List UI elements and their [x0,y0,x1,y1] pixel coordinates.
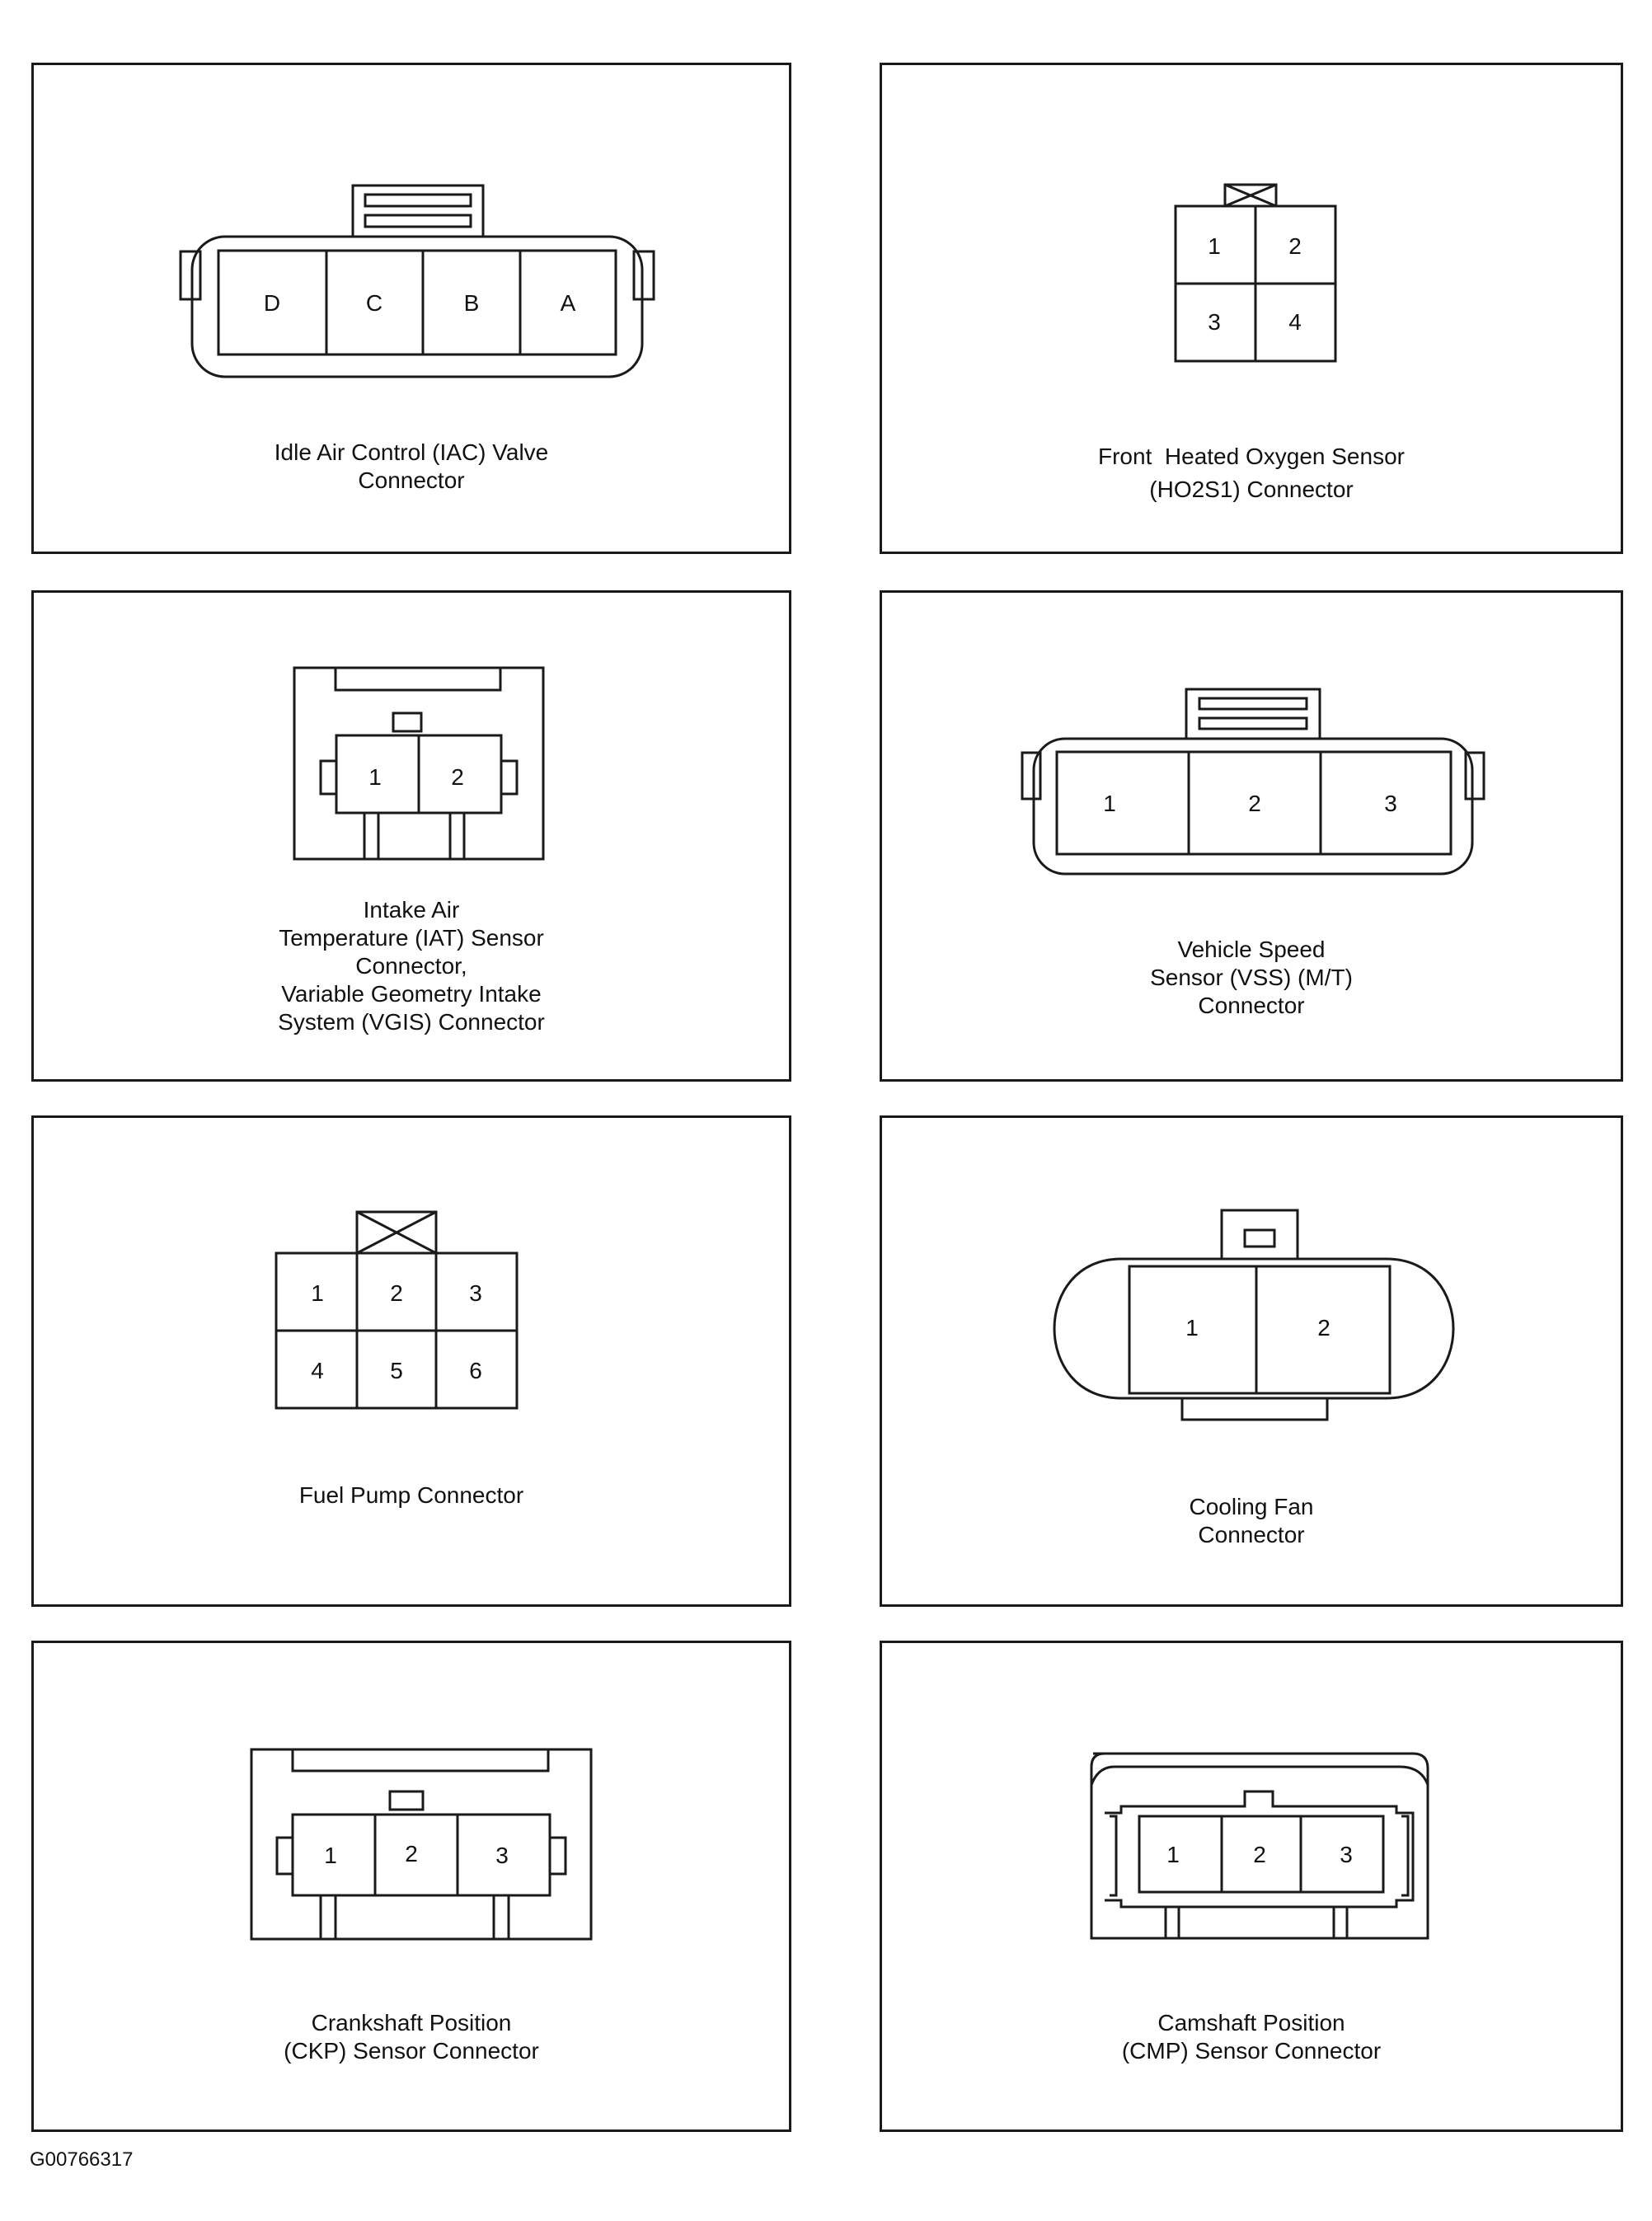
ho2s1-pin-3: 3 [1208,309,1221,335]
ho2s1-pin-1: 1 [1208,233,1221,259]
ckp-caption-line: Crankshaft Position [311,2010,512,2036]
fuel-pump-pin-1: 1 [311,1280,324,1306]
panel-iac-connector [31,63,791,554]
fuel-pump-caption [34,1481,789,1510]
figure-id: G00766317 [30,2148,134,2171]
ckp-pin-1: 1 [324,1843,337,1868]
cooling-fan-caption-line: Connector [1198,1522,1305,1547]
cmp-caption-line: (CMP) Sensor Connector [1121,2038,1382,2064]
vss-caption-line: Sensor (VSS) (M/T) [1150,965,1353,990]
ckp-caption-line: (CKP) Sensor Connector [284,2038,539,2064]
iat-caption [34,896,789,1036]
ho2s1-pin-2: 2 [1288,233,1302,259]
cmp-pin-1: 1 [1166,1842,1180,1867]
vss-caption-line: Connector [1198,993,1305,1018]
ckp-pin-2: 2 [405,1841,418,1866]
fuel-pump-pin-3: 3 [469,1280,482,1306]
cooling-fan-pin-2: 2 [1317,1315,1331,1341]
panel-cmp-connector [880,1641,1623,2132]
ho2s1-caption [882,440,1621,506]
cooling-fan-caption [882,1493,1621,1549]
iac-pin-c: C [365,290,383,316]
iac-pin-a: A [560,290,576,316]
cooling-fan-pin-1: 1 [1185,1315,1199,1341]
iat-pin-1: 1 [368,764,382,790]
iat-caption-line: Variable Geometry Intake [281,981,542,1007]
ckp-pin-3: 3 [495,1843,509,1868]
panel-iat-vgis-connector [31,590,791,1082]
cmp-pin-2: 2 [1253,1842,1266,1867]
iac-pin-b: B [463,290,480,316]
panel-vss-connector [880,590,1623,1082]
cooling-fan-caption-line: Cooling Fan [1189,1494,1314,1519]
cmp-caption-line: Camshaft Position [1157,2010,1345,2036]
panel-fuel-pump-connector [31,1115,791,1607]
vss-pin-2: 2 [1248,791,1261,816]
ho2s1-pin-4: 4 [1288,309,1302,335]
iac-pin-d: D [263,290,281,316]
cmp-pin-3: 3 [1340,1842,1353,1867]
fuel-pump-connector-drawing [34,1118,794,1609]
panel-ho2s1-connector [880,63,1623,554]
ho2s1-caption-line: (HO2S1) Connector [1149,477,1354,502]
iat-caption-line: Temperature (IAT) Sensor [279,925,544,951]
fuel-pump-pin-5: 5 [390,1358,403,1383]
fuel-pump-pin-6: 6 [469,1358,482,1383]
iac-caption [34,439,789,495]
vss-pin-3: 3 [1384,791,1397,816]
ckp-caption [34,2009,789,2065]
fuel-pump-pin-2: 2 [390,1280,403,1306]
panel-cooling-fan-connector [880,1115,1623,1607]
panel-ckp-connector [31,1641,791,2132]
cmp-caption [882,2009,1621,2065]
vss-caption-line: Vehicle Speed [1177,937,1326,962]
vss-pin-1: 1 [1103,791,1116,816]
iat-caption-line: System (VGIS) Connector [278,1009,545,1035]
ho2s1-caption-line: Front Heated Oxygen Sensor [1098,444,1405,469]
iac-caption-line: Idle Air Control (IAC) Valve [274,439,549,465]
iat-pin-2: 2 [451,764,464,790]
fuel-pump-pin-4: 4 [311,1358,324,1383]
iat-caption-line: Connector, [355,953,467,979]
vss-caption [882,936,1621,1020]
iac-caption-line: Connector [358,467,465,493]
fuel-pump-caption-line: Fuel Pump Connector [298,1482,524,1508]
iat-caption-line: Intake Air [363,897,460,923]
